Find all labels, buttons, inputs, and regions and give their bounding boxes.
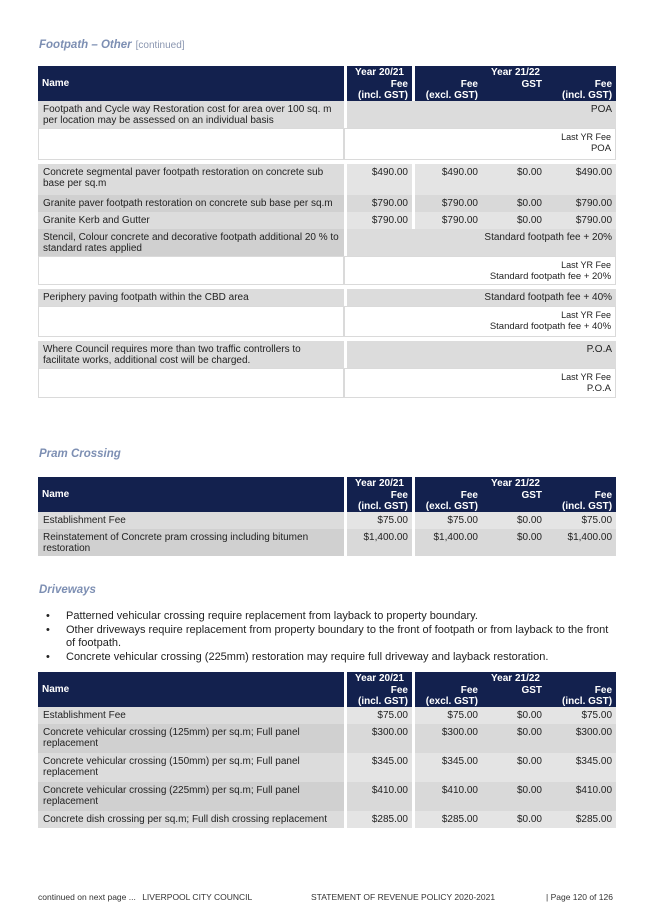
- table-row: [38, 164, 616, 195]
- fee-name: Concrete segmental paver footpath restoration on concrete sub base per sq.m: [38, 164, 344, 195]
- driveways-notes: [46, 610, 616, 664]
- last-year-row: [38, 368, 616, 398]
- fee-name: Granite Kerb and Gutter: [38, 212, 344, 229]
- fee-excl: $790.00: [412, 212, 482, 229]
- fee-excl: $285.00: [412, 811, 482, 828]
- footer-page-number: | Page 120 of 126: [546, 892, 613, 902]
- header-fee-excl: Fee (excl. GST): [412, 79, 482, 101]
- header-name: Name: [38, 672, 344, 707]
- last-year-fee: Last YR Fee Standard footpath fee + 20%: [344, 256, 616, 285]
- fee-name: Periphery paving footpath within the CBD area: [38, 289, 344, 306]
- header-name: Name: [38, 477, 344, 512]
- fee-gst: $0.00: [482, 707, 546, 724]
- fee-prev: $75.00: [344, 512, 412, 529]
- fee-gst: $0.00: [482, 811, 546, 828]
- fee-incl: $790.00: [546, 212, 616, 229]
- table-row: [38, 101, 616, 128]
- last-year-fee: Last YR Fee P.O.A: [344, 368, 616, 398]
- header-year-2021: Year 20/21: [344, 66, 412, 79]
- fee-excl: $75.00: [412, 707, 482, 724]
- fee-name: Establishment Fee: [38, 707, 344, 724]
- fee-incl: $1,400.00: [546, 529, 616, 556]
- header-gst: GST: [482, 685, 546, 707]
- fee-excl: $300.00: [412, 724, 482, 753]
- fee-prev: $75.00: [344, 707, 412, 724]
- header-fee-incl-2021: Fee (incl. GST): [344, 79, 412, 101]
- fee-prev: $410.00: [344, 782, 412, 811]
- last-year-row: [38, 128, 616, 160]
- fee-name: Concrete vehicular crossing (125mm) per sq.m; Full panel replacement: [38, 724, 344, 753]
- header-fee-incl-2122: Fee (incl. GST): [546, 79, 616, 101]
- header-fee-incl-2021: Fee (incl. GST): [344, 490, 412, 512]
- header-fee-excl: Fee (excl. GST): [412, 490, 482, 512]
- fee-name: Concrete vehicular crossing (150mm) per sq.m; Full panel replacement: [38, 753, 344, 782]
- fee-gst: $0.00: [482, 782, 546, 811]
- last-year-fee: Last YR Fee Standard footpath fee + 40%: [344, 306, 616, 337]
- fee-incl: $410.00: [546, 782, 616, 811]
- fee-gst: $0.00: [482, 212, 546, 229]
- list-item: • Patterned vehicular crossing require replacement from layback to property boundary.: [46, 610, 616, 624]
- fee-gst: $0.00: [482, 195, 546, 212]
- header-gst: GST: [482, 79, 546, 101]
- fee-value: Standard footpath fee + 20%: [344, 229, 616, 256]
- driveways-fee-table: [38, 672, 616, 828]
- footer-council: LIVERPOOL CITY COUNCIL: [142, 892, 253, 902]
- header-gst: GST: [482, 490, 546, 512]
- table-row: [38, 229, 616, 256]
- table-row: [38, 195, 616, 212]
- footpath-fee-table: [38, 66, 616, 398]
- fee-name: Establishment Fee: [38, 512, 344, 529]
- list-item: • Concrete vehicular crossing (225mm) restoration may require full driveway and layback restoration.: [46, 651, 616, 665]
- table-row: [38, 512, 616, 529]
- fee-name: Where Council requires more than two traffic controllers to facilitate works, additional cost will be charged.: [38, 341, 344, 368]
- fee-name: Concrete vehicular crossing (225mm) per sq.m; Full panel replacement: [38, 782, 344, 811]
- pram-section-title: Pram Crossing: [39, 448, 121, 460]
- footer-statement: STATEMENT OF REVENUE POLICY 2020-2021: [311, 892, 496, 902]
- fee-prev: $490.00: [344, 164, 412, 195]
- table-row: [38, 212, 616, 229]
- fee-name: Stencil, Colour concrete and decorative footpath additional 20 % to standard rates applied: [38, 229, 344, 256]
- table-row: [38, 782, 616, 811]
- header-fee-incl-2122: Fee (incl. GST): [546, 490, 616, 512]
- table-row: [38, 707, 616, 724]
- header-year-2122: Year 21/22: [412, 66, 616, 79]
- fee-prev: $790.00: [344, 195, 412, 212]
- table-row: [38, 529, 616, 556]
- fee-excl: $490.00: [412, 164, 482, 195]
- footpath-section-title: [39, 39, 185, 51]
- continued-label: [continued]: [135, 40, 185, 51]
- header-year-2122: Year 21/22: [412, 672, 616, 685]
- fee-name: Concrete dish crossing per sq.m; Full dish crossing replacement: [38, 811, 344, 828]
- fee-name: Footpath and Cycle way Restoration cost for area over 100 sq. m per location may be assessed on an individual basis: [38, 101, 344, 128]
- fee-incl: $75.00: [546, 707, 616, 724]
- fee-incl: $790.00: [546, 195, 616, 212]
- pram-fee-table: [38, 477, 616, 556]
- section-title-text: Footpath – Other: [39, 39, 132, 51]
- header-year-2122: Year 21/22: [412, 477, 616, 490]
- fee-name: Reinstatement of Concrete pram crossing including bitumen restoration: [38, 529, 344, 556]
- fee-incl: $285.00: [546, 811, 616, 828]
- fee-incl: $300.00: [546, 724, 616, 753]
- fee-excl: $790.00: [412, 195, 482, 212]
- fee-gst: $0.00: [482, 512, 546, 529]
- list-item: • Other driveways require replacement from property boundary to the front of footpath or from layback to the front of footpath.: [46, 624, 616, 651]
- table-row: [38, 811, 616, 828]
- last-year-row: [38, 256, 616, 285]
- last-year-fee: Last YR Fee POA: [344, 128, 616, 160]
- fee-incl: $75.00: [546, 512, 616, 529]
- fee-gst: $0.00: [482, 529, 546, 556]
- fee-excl: $1,400.00: [412, 529, 482, 556]
- fee-name: Granite paver footpath restoration on concrete sub base per sq.m: [38, 195, 344, 212]
- fee-incl: $345.00: [546, 753, 616, 782]
- fee-excl: $410.00: [412, 782, 482, 811]
- header-fee-incl-2021: Fee (incl. GST): [344, 685, 412, 707]
- fee-prev: $790.00: [344, 212, 412, 229]
- header-year-2021: Year 20/21: [344, 477, 412, 490]
- fee-prev: $285.00: [344, 811, 412, 828]
- table-row: [38, 289, 616, 306]
- last-year-row: [38, 306, 616, 337]
- footer-left: [38, 892, 252, 902]
- table-row: [38, 724, 616, 753]
- fee-prev: $300.00: [344, 724, 412, 753]
- fee-prev: $345.00: [344, 753, 412, 782]
- footer-continued: continued on next page ...: [38, 892, 136, 902]
- fee-excl: $75.00: [412, 512, 482, 529]
- driveways-section-title: Driveways: [39, 584, 96, 596]
- fee-gst: $0.00: [482, 724, 546, 753]
- header-fee-incl-2122: Fee (incl. GST): [546, 685, 616, 707]
- fee-prev: $1,400.00: [344, 529, 412, 556]
- fee-gst: $0.00: [482, 753, 546, 782]
- header-name: Name: [38, 66, 344, 101]
- header-year-2021: Year 20/21: [344, 672, 412, 685]
- fee-value: P.O.A: [344, 341, 616, 368]
- fee-value: Standard footpath fee + 40%: [344, 289, 616, 306]
- table-row: [38, 753, 616, 782]
- fee-value: POA: [344, 101, 616, 128]
- fee-incl: $490.00: [546, 164, 616, 195]
- header-fee-excl: Fee (excl. GST): [412, 685, 482, 707]
- fee-gst: $0.00: [482, 164, 546, 195]
- fee-excl: $345.00: [412, 753, 482, 782]
- table-row: [38, 341, 616, 368]
